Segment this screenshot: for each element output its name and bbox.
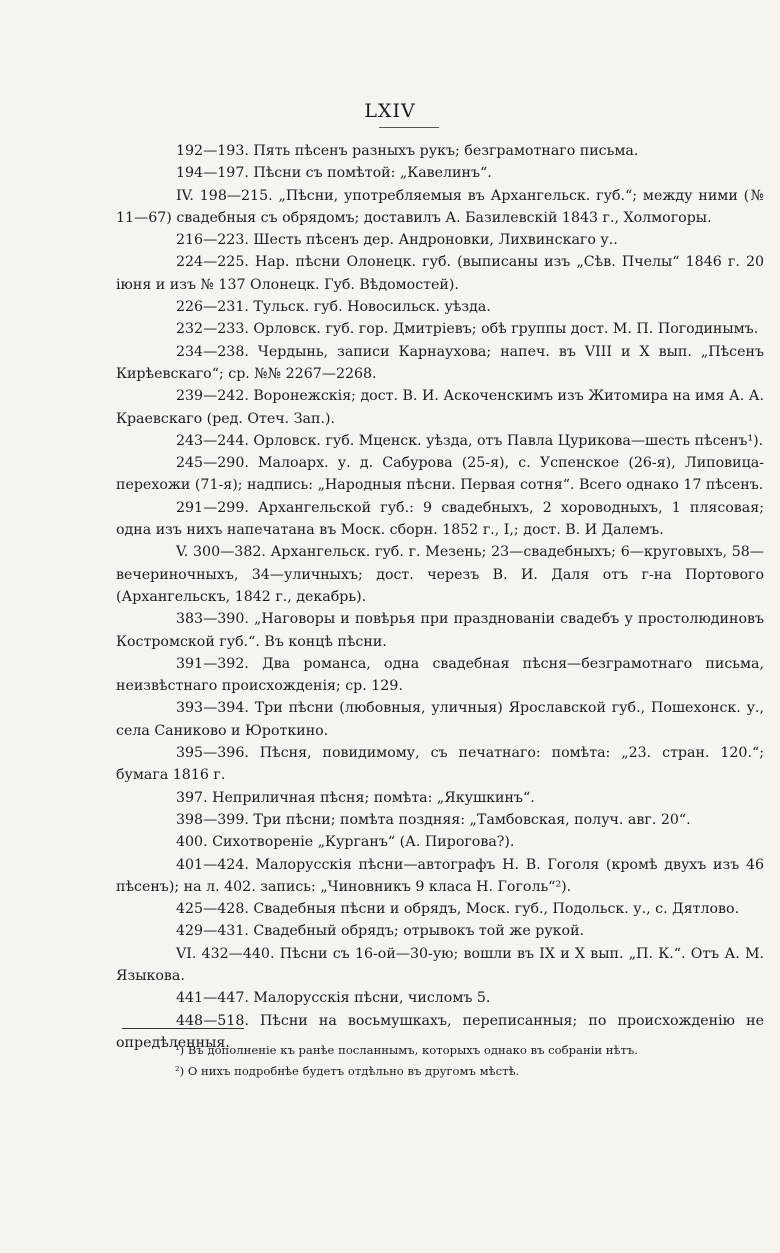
- catalog-entry: 448—518. Пѣсни на восьмушкахъ, переписанныя; по происхожденію не опредѣленныя.: [116, 1012, 764, 1051]
- catalog-entry: 216—223. Шесть пѣсенъ дер. Андроновки, Лихвинскаго у..: [176, 232, 618, 249]
- catalog-entry: 192—193. Пять пѣсенъ разныхъ рукъ; безграмотнаго письма.: [176, 143, 639, 159]
- catalog-entry: 398—399. Три пѣсни; помѣта поздняя: „Тамбовская, получ. авг. 20“.: [176, 811, 691, 828]
- catalog-entry: 226—231. Тульск. губ. Новосильск. уѣзда.: [176, 299, 491, 316]
- catalog-entry: 383—390. „Наговоры и повѣрья при праздновaніи свадебъ у простолюдиновъ Костромской губ.“. Въ концѣ пѣсни.: [116, 611, 764, 650]
- catalog-entry: 397. Неприличная пѣсня; помѣта: „Якушкинъ“.: [176, 789, 535, 806]
- catalog-entry: IV. 198—215. „Пѣсни, употребляемыя въ Архангельск. губ.“; между ними (№ 11—67) свадебныя съ обрядомъ; доставилъ А. Базилевскій 1843 г., Холмогоры.: [116, 187, 764, 226]
- catalog-entry: 239—242. Воронежскія; дост. В. И. Аскоченскимъ изъ Житомира на имя А. А. Краевскаго (ред. Отеч. Зап.).: [116, 388, 765, 427]
- catalog-entry: 441—447. Малорусскія пѣсни, числомъ 5.: [176, 990, 491, 1007]
- catalog-entry: 401—424. Малорусскія пѣсни—автографъ Н. В. Гоголя (кромѣ двухъ изъ 46 пѣсенъ); на л. 402. запись: „Чиновникъ 9 класа Н. Гоголь“²).: [116, 856, 764, 895]
- catalog-entry: V. 300—382. Архангельск. губ. г. Мезень; 23—свадебныхъ; 6—круговыхъ, 58—вечериночныхъ, 34—уличныхъ; дост. черезъ В. И. Даля отъ г-на Портового (Архангельскъ, 1842 г., декабрь).: [116, 544, 764, 605]
- catalog-entry: 291—299. Архангельской губ.: 9 свадебныхъ, 2 хороводныхъ, 1 плясовая; одна изъ нихъ напечатана въ Моск. сборн. 1852 г., I,; дост. В. И Далемъ.: [116, 499, 764, 539]
- catalog-entry: 232—233. Орловск. губ. гор. Дмитріевъ; обѣ группы дост. М. П. Погодинымъ.: [176, 321, 759, 338]
- catalog-entry: 425—428. Свадебныя пѣсни и обрядъ, Моск. губ., Подольск. у., с. Дятлово.: [176, 901, 740, 918]
- page-number: LXIV: [364, 100, 416, 122]
- catalog-entry: 393—394. Три пѣсни (любовныя, уличныя) Ярославской губ., Пошехонск. у., села Саниково и Юроткино.: [116, 700, 764, 739]
- header-underline: [379, 127, 439, 128]
- catalog-entries: [116, 140, 764, 1054]
- catalog-entry: 429—431. Свадебный обрядъ; отрывокъ той же рукой.: [176, 923, 585, 940]
- catalog-entry: 234—238. Чердынь, записи Карнаухова; напеч. въ VIII и X вып. „Пѣсенъ Кирѣевскаго“; ср. №№ 2267—2268.: [116, 343, 764, 382]
- footnotes: [175, 1040, 735, 1082]
- catalog-entry: 243—244. Орловск. губ. Мценск. уѣзда, отъ Павла Цурикова—шесть пѣсенъ¹).: [176, 432, 764, 449]
- footnote: ¹) Въ дополненіе къ ранѣе посланнымъ, которыхъ однако въ собраніи нѣтъ.: [175, 1043, 638, 1057]
- catalog-entry: VI. 432—440. Пѣсни съ 16-ой—30-ую; вошли въ IX и X вып. „П. К.“. Отъ А. М. Языкова.: [116, 945, 764, 984]
- catalog-entry: 194—197. Пѣсни съ помѣтой: „Кавелинъ“.: [176, 165, 492, 182]
- footnote: ²) О нихъ подробнѣе будетъ отдѣльно въ другомъ мѣстѣ.: [175, 1064, 520, 1078]
- catalog-entry: 391—392. Два романса, одна свадебная пѣсня—безграмотнаго письма, неизвѣстнаго происхожденія; ср. 129.: [116, 655, 764, 695]
- footnote-separator: [122, 1028, 244, 1029]
- catalog-entry: 245—290. Малоарх. у. д. Сабурова (25-я), с. Успенское (26-я), Липовица-перехожи (71-я); надпись: „Народныя пѣсни. Первая сотня“. Всего однако 17 пѣсенъ.: [116, 455, 764, 494]
- catalog-entry: 395—396. Пѣсня, повидимому, съ печатнаго: помѣта: „23. стран. 120.“; бумага 1816 г.: [116, 745, 764, 784]
- catalog-entry: 400. Сихотвореніе „Курганъ“ (А. Пирогова?).: [176, 834, 515, 851]
- catalog-entry: 224—225. Нар. пѣсни Олонецк. губ. (выписаны изъ „Сѣв. Пчелы“ 1846 г. 20 іюня и изъ № 137 Олонецк. Губ. Вѣдомостей).: [116, 254, 764, 293]
